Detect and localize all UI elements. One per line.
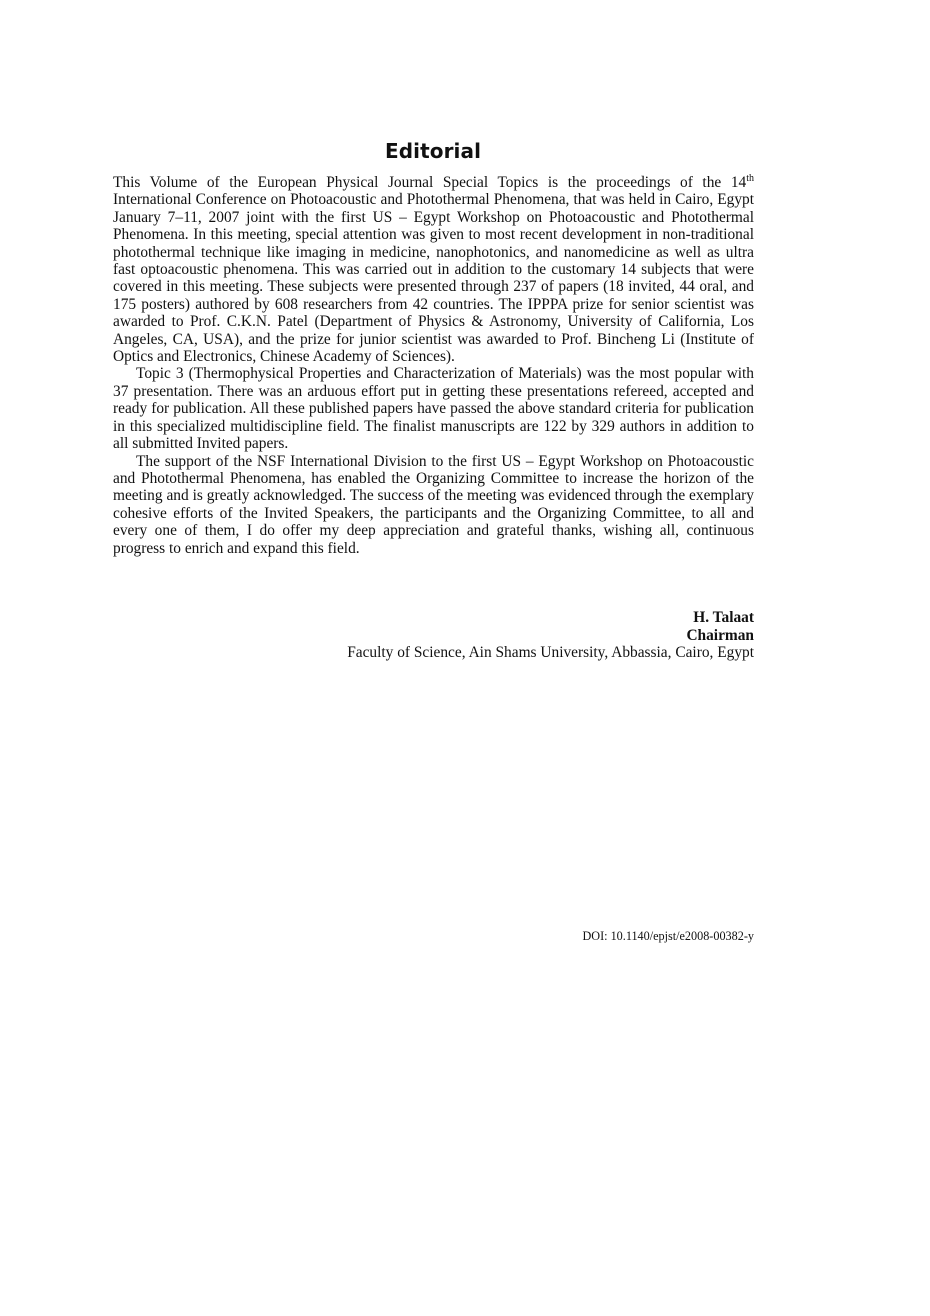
signature-block <box>347 609 754 662</box>
paragraph-1 <box>113 174 754 365</box>
paragraph-3: The support of the NSF International Division to the first US – Egypt Workshop on Photoacoustic and Photothermal Phenomena, has enabled the Organizing Committee to increase the horizon of the meeting and is greatly acknowledged. The success of the meeting was evidenced through the exemplary cohesive efforts of the Invited Speakers, the participants and the Organizing Committee, to all and every one of them, I do offer my deep appreciation and grateful thanks, wishing all, continuous progress to enrich and expand this field. <box>113 452 754 557</box>
author-affiliation: Faculty of Science, Ain Shams University, Abbassia, Cairo, Egypt <box>347 644 754 662</box>
editorial-body <box>113 174 754 557</box>
paragraph-1-start: This Volume of the European Physical Journal Special Topics is the proceedings of the 14 <box>113 174 747 191</box>
author-role: Chairman <box>686 626 754 644</box>
page-title: Editorial <box>384 139 482 163</box>
paragraph-1-rest: International Conference on Photoacoustic and Photothermal Phenomena, that was held in Cairo, Egypt January 7–11, 2007 joint with the first US – Egypt Workshop on Photoacoustic and Photothermal Phenomena. In this meeting, special attention was given to most recent development in non-traditional photothermal technique like imaging in medicine, nanophotonics, and nanomedicine as well as ultra fast optoacoustic phenomena. This was carried out in addition to the customary 14 subjects that were covered in this meeting. These subjects were presented through 237 of papers (18 invited, 44 oral, and 175 posters) authored by 608 researchers from 42 countries. The IPPPA prize for senior scientist was awarded to Prof. C.K.N. Patel (Department of Physics & Astronomy, University of California, Los Angeles, CA, USA), and the prize for junior scientist was awarded to Prof. Bincheng Li (Institute of Optics and Electronics, Chinese Academy of Sciences). <box>113 191 754 366</box>
author-name: H. Talaat <box>693 609 754 626</box>
paragraph-2: Topic 3 (Thermophysical Properties and Characterization of Materials) was the most popular with 37 presentation. There was an arduous effort put in getting these presentations refereed, accepted and ready for publication. All these published papers have passed the above standard criteria for publication in this specialized multidiscipline field. The finalist manuscripts are 122 by 329 authors in addition to all submitted Invited papers. <box>113 365 754 453</box>
ordinal-superscript: th <box>746 173 754 184</box>
doi-link[interactable]: DOI: 10.1140/epjst/e2008-00382-y <box>582 929 754 943</box>
